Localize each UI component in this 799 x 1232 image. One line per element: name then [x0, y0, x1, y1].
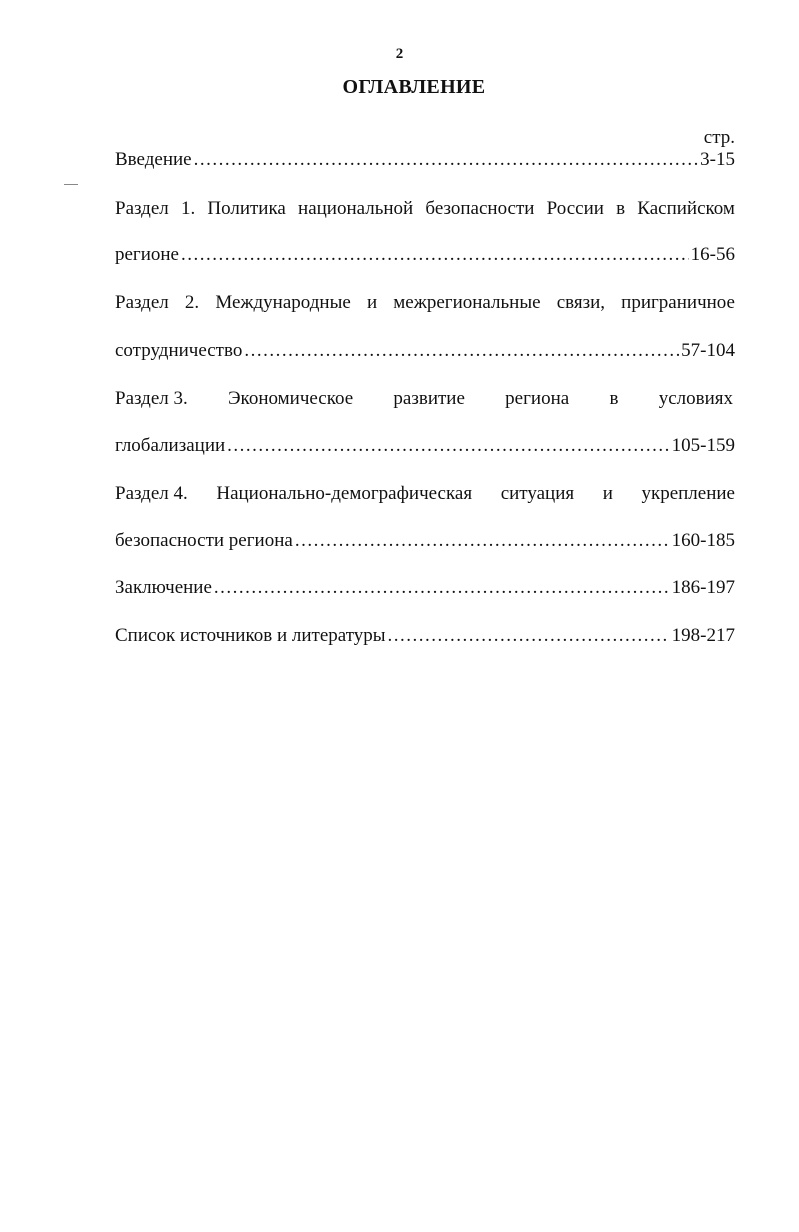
toc-entry-title: безопасности региона — [115, 530, 293, 551]
word: безопасности — [425, 198, 535, 219]
word: Национально-демографическая — [216, 483, 473, 504]
dot-leader — [244, 338, 679, 364]
toc-entry-title: Список источников и литературы — [115, 625, 386, 646]
toc-entry-title: Введение — [115, 149, 192, 170]
toc-entry-pages: 16-56 — [690, 244, 735, 265]
word: России — [546, 198, 604, 219]
word: ситуация — [500, 483, 575, 504]
toc-entry-section-4[interactable] — [115, 528, 735, 554]
page-column-label: стр. — [703, 127, 735, 148]
toc-entry-pages: 198-217 — [671, 625, 735, 646]
word: и — [366, 292, 378, 313]
word: условиях — [658, 388, 733, 409]
toc-entry-section-1-line-1[interactable] — [115, 196, 735, 222]
toc-entry-section-3-line-1[interactable] — [115, 386, 733, 412]
word: развитие — [393, 388, 465, 409]
word: Каспийском — [637, 198, 735, 219]
dot-leader — [194, 147, 699, 173]
word: Экономическое — [228, 388, 354, 409]
toc-entry-title: сотрудничество — [115, 340, 243, 361]
word: в — [609, 388, 619, 409]
margin-mark — [64, 184, 78, 185]
dot-leader — [214, 575, 670, 601]
toc-entry-section-2[interactable] — [115, 338, 735, 364]
word: региона — [505, 388, 570, 409]
toc-entry-pages: 160-185 — [671, 530, 735, 551]
word: Политика — [207, 198, 286, 219]
toc-entry-pages: 3-15 — [700, 149, 735, 170]
toc-entry-pages: 105-159 — [671, 435, 735, 456]
dot-leader — [295, 528, 670, 554]
word: в — [616, 198, 626, 219]
page-title: ОГЛАВЛЕНИЕ — [342, 76, 486, 98]
toc-entry-title: глобализации — [115, 435, 226, 456]
word: укрепление — [641, 483, 735, 504]
word: Раздел — [115, 198, 169, 219]
word: 1. — [180, 198, 196, 219]
page-number: 2 — [395, 46, 404, 62]
toc-entry-section-1[interactable] — [115, 242, 735, 268]
word: Раздел 4. — [115, 483, 188, 504]
dot-leader — [227, 433, 670, 459]
word: 2. — [184, 292, 200, 313]
toc-entry-section-3[interactable] — [115, 433, 735, 459]
word: и — [602, 483, 613, 504]
toc-entry-references[interactable] — [115, 623, 735, 649]
dot-leader — [388, 623, 670, 649]
toc-entry-title: Заключение — [115, 577, 212, 598]
dot-leader — [181, 242, 689, 268]
toc-entry-intro[interactable] — [115, 147, 735, 173]
word: приграничное — [621, 292, 735, 313]
word: связи, — [556, 292, 606, 313]
word: национальной — [298, 198, 414, 219]
word: Раздел 3. — [115, 388, 188, 409]
word: межрегиональные — [393, 292, 541, 313]
word: Международные — [215, 292, 351, 313]
toc-entry-title: регионе — [115, 244, 179, 265]
toc-entry-pages: 57-104 — [681, 340, 735, 361]
toc-entry-section-2-line-1[interactable] — [115, 290, 735, 316]
word: Раздел — [115, 292, 169, 313]
toc-entry-section-4-line-1[interactable] — [115, 481, 735, 507]
toc-entry-conclusion[interactable] — [115, 575, 735, 601]
toc-entry-pages: 186-197 — [671, 577, 735, 598]
